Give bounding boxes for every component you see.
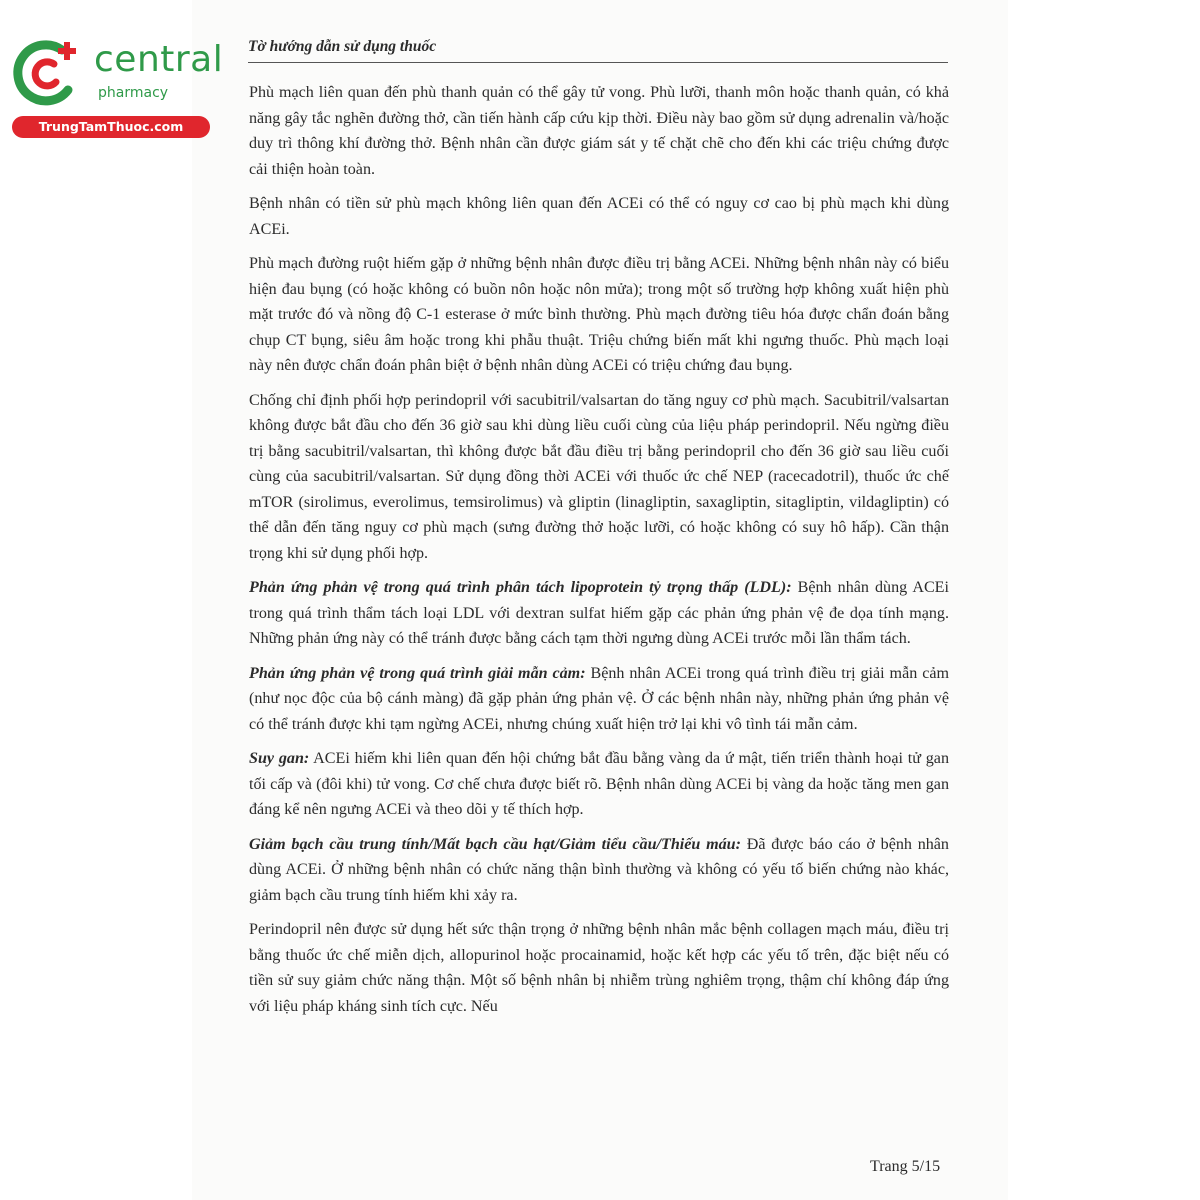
paragraph-lead: Suy gan: [249,750,310,767]
paragraph-text: Perindopril nên được sử dụng hết sức thận trọng ở những bệnh nhân mắc bệnh collagen mạch máu, điều trị bằng thuốc ức chế miễn dịch, allopurinol hoặc procainamid, hoặc kết hợp các yếu tố trên, đặc biệt nếu có tiền sử suy giảm chức năng thận. Một số bệnh nhân bị nhiễm trùng nghiêm trọng, thậm chí không đáp ứng với liệu pháp kháng sinh tích cực. Nếu [249,921,949,1015]
central-pharmacy-logo[interactable] [10,38,224,138]
paragraph-text: Phù mạch liên quan đến phù thanh quản có thể gây tử vong. Phù lưỡi, thanh môn hoặc thanh quản, có khả năng gây tắc nghẽn đường thở, cần tiến hành cấp cứu kịp thời. Điều này bao gồm sử dụng adrenalin và/hoặc duy trì thông khí đường thở. Bệnh nhân cần được giám sát y tế chặt chẽ cho đến khi các triệu chứng được cải thiện hoàn toàn. [249,84,949,178]
logo-subtitle: pharmacy [98,85,169,101]
logo-brand-text: central [94,39,224,80]
paragraph [249,251,949,379]
paragraph [249,575,949,652]
paragraph-text: Bệnh nhân ACEi trong quá trình điều trị giải mẫn cảm (như nọc độc của bộ cánh màng) đã gặp phản ứng phản vệ. Ở các bệnh nhân này, những phản ứng phản vệ có thể tránh được khi tạm ngừng ACEi, nhưng chúng xuất hiện trở lại khi vô tình tái mẫn cảm. [249,664,949,733]
paragraph [249,746,949,823]
paragraph-text: ACEi hiếm khi liên quan đến hội chứng bắt đầu bằng vàng da ứ mật, tiến triển thành hoại tử gan tối cấp và (đôi khi) tử vong. Cơ chế chưa được biết rõ. Bệnh nhân dùng ACEi bị vàng da hoặc tăng men gan đáng kể nên ngưng ACEi và theo dõi y tế thích hợp. [249,750,949,818]
paragraph [249,388,949,567]
paragraph-lead: Phản ứng phản vệ trong quá trình giải mẫn cảm: [249,664,586,682]
paragraph [249,80,949,182]
page-number: Trang 5/15 [870,1158,941,1175]
document-body [249,80,949,1028]
paragraph-text: Chống chỉ định phối hợp perindopril với sacubitril/valsartan do tăng nguy cơ phù mạch. Sacubitril/valsartan không được bắt đầu cho đến 36 giờ sau khi dùng liều cuối cùng của liệu pháp perindopril. Nếu ngừng điều trị bằng sacubitril/valsartan, thì không được bắt đầu điều trị bằng perindopril cho đến 36 giờ sau liều cuối cùng của sacubitril/valsartan. Sử dụng đồng thời ACEi với thuốc ức chế NEP (racecadotril), thuốc ức chế mTOR (sirolimus, everolimus, temsirolimus) và gliptin (linagliptin, saxagliptin, sitagliptin, vildagliptin) có thể dẫn đến tăng nguy cơ phù mạch (sưng đường thở hoặc lưỡi, có hoặc không có suy hô hấp). Cần thận trọng khi sử dụng phối hợp. [249,391,949,562]
paragraph-text: Bệnh nhân có tiền sử phù mạch không liên quan đến ACEi có thể có nguy cơ cao bị phù mạch khi dùng ACEi. [249,195,949,238]
paragraph-text: Đã được báo cáo ở bệnh nhân dùng ACEi. Ở những bệnh nhân có chức năng thận bình thường và không có yếu tố biến chứng nào khác, giảm bạch cầu trung tính hiếm khi xảy ra. [249,835,949,904]
paragraph [249,191,949,242]
paragraph-text: Phù mạch đường ruột hiếm gặp ở những bệnh nhân được điều trị bằng ACEi. Những bệnh nhân này có biểu hiện đau bụng (có hoặc không có buồn nôn hoặc nôn mửa); trong một số trường hợp không xuất hiện phù mặt trước đó và nồng độ C-1 esterase ở mức bình thường. Phù mạch đường tiêu hóa được chẩn đoán bằng chụp CT bụng, siêu âm hoặc trong khi phẫu thuật. Triệu chứng biến mất khi ngưng thuốc. Phù mạch loại này nên được chẩn đoán phân biệt ở bệnh nhân dùng ACEi có triệu chứng đau bụng. [249,255,949,374]
paragraph-lead: Giảm bạch cầu trung tính/Mất bạch cầu hạt/Giảm tiểu cầu/Thiếu máu: [249,835,741,853]
paragraph-text: Bệnh nhân dùng ACEi trong quá trình thẩm tách loại LDL với dextran sulfat hiếm gặp các phản ứng phản vệ đe dọa tính mạng. Những phản ứng này có thể tránh được bằng cách tạm thời ngưng dùng ACEi trước mỗi lần thẩm tách. [249,579,949,647]
header-divider [248,62,948,63]
paragraph-lead: Phản ứng phản vệ trong quá trình phân tách lipoprotein tỷ trọng thấp (LDL): [249,579,792,596]
paragraph [249,832,949,909]
logo-website[interactable]: TrungTamThuoc.com [12,116,210,138]
document-header: Tờ hướng dẫn sử dụng thuốc [248,38,437,55]
paragraph [249,917,949,1019]
logo-mark-icon [10,38,90,114]
paragraph [249,661,949,738]
